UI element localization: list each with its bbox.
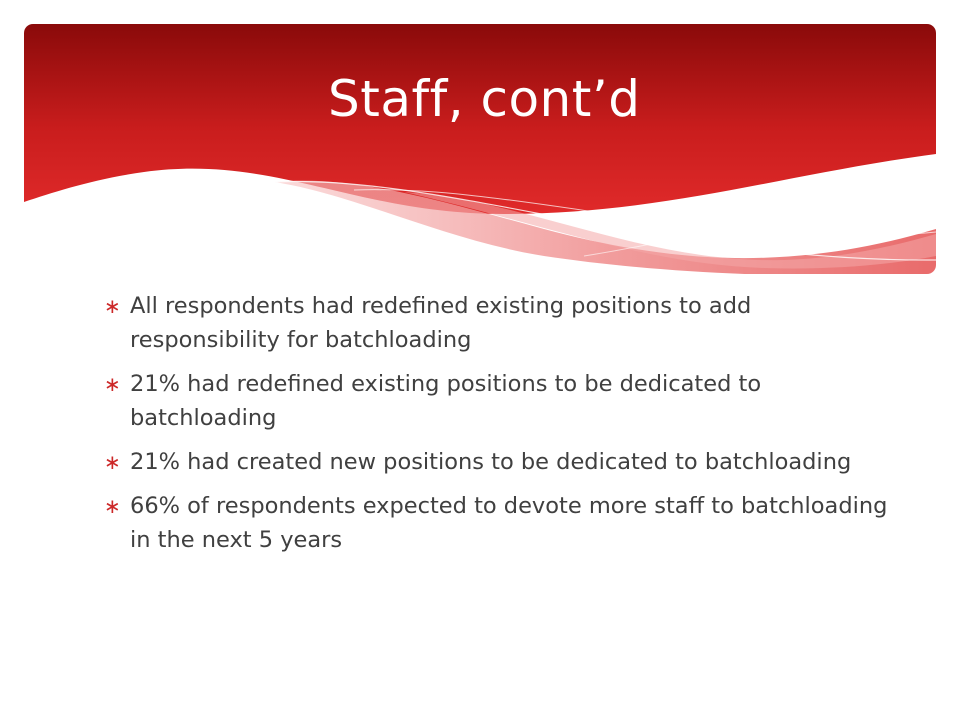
bullet-text: 21% had redefined existing positions to be dedicated to batchloading bbox=[130, 371, 762, 431]
asterisk-icon: ∗ bbox=[104, 294, 121, 318]
header-banner bbox=[24, 24, 936, 274]
bullet-item bbox=[104, 489, 894, 557]
bullet-text: All respondents had redefined existing positions to add responsibility for batchloading bbox=[130, 293, 752, 353]
bullet-item bbox=[104, 289, 894, 357]
asterisk-icon: ∗ bbox=[104, 450, 121, 474]
slide-title: Staff, cont’d bbox=[328, 70, 641, 128]
bullet-item bbox=[104, 367, 894, 435]
asterisk-icon: ∗ bbox=[104, 372, 121, 396]
bullet-text: 66% of respondents expected to devote more staff to batchloading in the next 5 years bbox=[130, 493, 888, 553]
bullet-list bbox=[104, 289, 894, 567]
bullet-item bbox=[104, 445, 894, 479]
asterisk-icon: ∗ bbox=[104, 494, 121, 518]
bullet-text: 21% had created new positions to be dedicated to batchloading bbox=[130, 449, 852, 475]
header-wave-graphic bbox=[24, 24, 936, 274]
